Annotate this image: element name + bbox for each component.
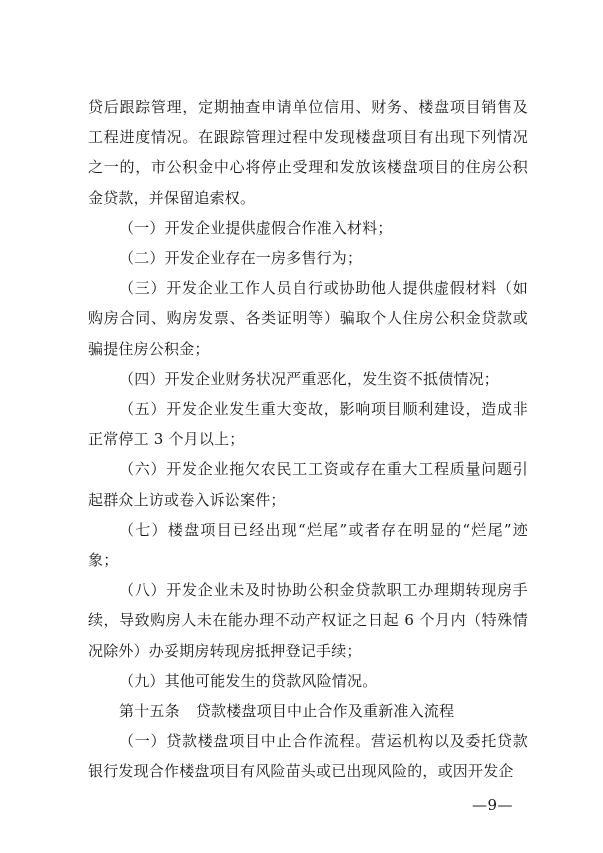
article-number: 第十五条 [119,702,180,721]
list-item-9: （九）其他可能发生的贷款风险情况。 [119,671,378,690]
list-item-3: （三）开发企业工作人员自行或协助他人提供虚假材料（如购房合同、购房发票、各类证明等）骗取个人住房公积金贷款或骗提住房公积金； [88,279,528,358]
list-item-8: （八）开发企业未及时协助公积金贷款职工办理期转现房手续，导致购房人未在能办理不动产权证之日起 6 个月内（特殊情况除外）办妥期房转现房抵押登记手续； [88,581,528,660]
list-item-2: （二）开发企业存在一房多售行为； [119,249,363,268]
list-item-7: （七）楼盘项目已经出现“烂尾”或者存在明显的“烂尾”迹象； [88,520,528,570]
list-item-4: （四）开发企业财务状况严重恶化，发生资不抵债情况； [119,369,500,388]
paragraph-post-loan-tracking: 贷后跟踪管理，定期抽查申请单位信用、财务、楼盘项目销售及工程进度情况。在跟踪管理过程中发现楼盘项目有出现下列情况之一的，市公积金中心将停止受理和发放该楼盘项目的住房公积金贷款，并保留追索权。 [88,98,528,207]
list-item-5: （五）开发企业发生重大变故，影响项目顺利建设，造成非正常停工 3 个月以上； [88,400,528,449]
list-item-6: （六）开发企业拖欠农民工工资或存在重大工程质量问题引起群众上访或卷入诉讼案件； [88,460,528,509]
document-body [88,92,528,787]
article-heading [88,696,528,726]
page-number: —9— [472,796,514,814]
list-item-1: （一）开发企业提供虚假合作准入材料； [119,218,393,237]
paragraph-suspension-process: （一）贷款楼盘项目中止合作流程。营运机构以及委托贷款银行发现合作楼盘项目有风险苗头或已出现风险的，或因开发企 [88,732,528,781]
article-title: 贷款楼盘项目中止合作及重新准入流程 [195,702,455,721]
